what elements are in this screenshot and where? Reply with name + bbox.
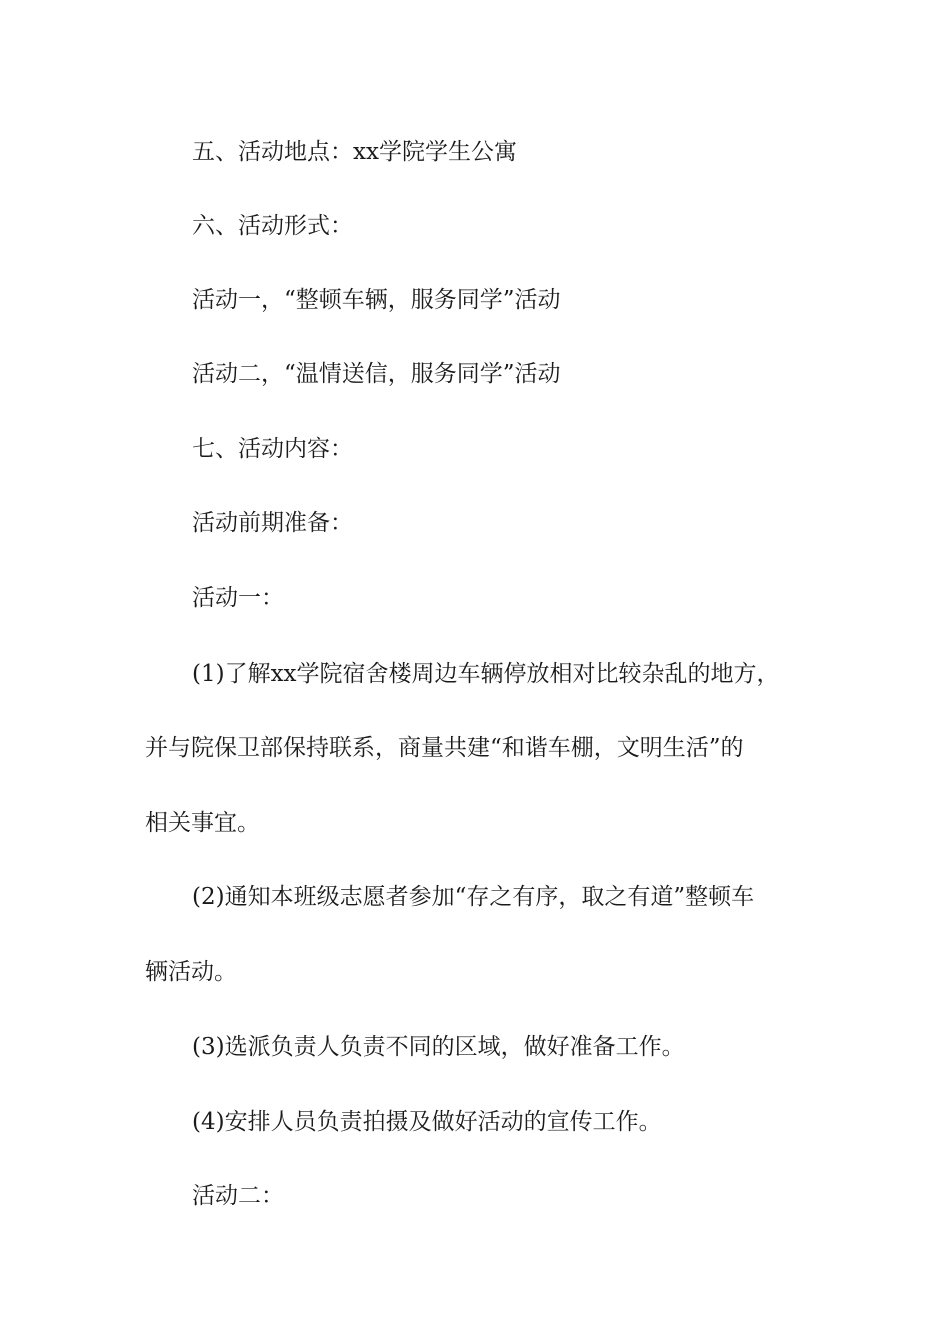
activity-2-heading: 活动二： xyxy=(192,1183,284,1209)
activity-2-title: 活动二，“温情送信，服务同学”活动 xyxy=(192,361,561,387)
activity-1-title: 活动一，“整顿车辆，服务同学”活动 xyxy=(192,287,561,313)
section-7-content: 七、活动内容： xyxy=(192,436,353,462)
activity-1-heading: 活动一： xyxy=(192,585,284,611)
item-1-line-2: 并与院保卫部保持联系，商量共建“和谐车棚，文明生活”的 xyxy=(145,735,744,761)
item-1-line-1: (1)了解xx学院宿舍楼周边车辆停放相对比较杂乱的地方， xyxy=(192,661,780,687)
section-6-format: 六、活动形式： xyxy=(192,213,353,239)
item-2-line-1: (2)通知本班级志愿者参加“存之有序，取之有道”整顿车 xyxy=(192,884,755,910)
section-5-location: 五、活动地点：xx学院学生公寓 xyxy=(192,139,517,165)
item-2-line-2: 辆活动。 xyxy=(145,959,237,985)
item-1-line-3: 相关事宜。 xyxy=(145,810,260,836)
item-4: (4)安排人员负责拍摄及做好活动的宣传工作。 xyxy=(192,1109,662,1135)
preparation-heading: 活动前期准备： xyxy=(192,510,353,536)
item-3: (3)选派负责人负责不同的区域，做好准备工作。 xyxy=(192,1034,685,1060)
